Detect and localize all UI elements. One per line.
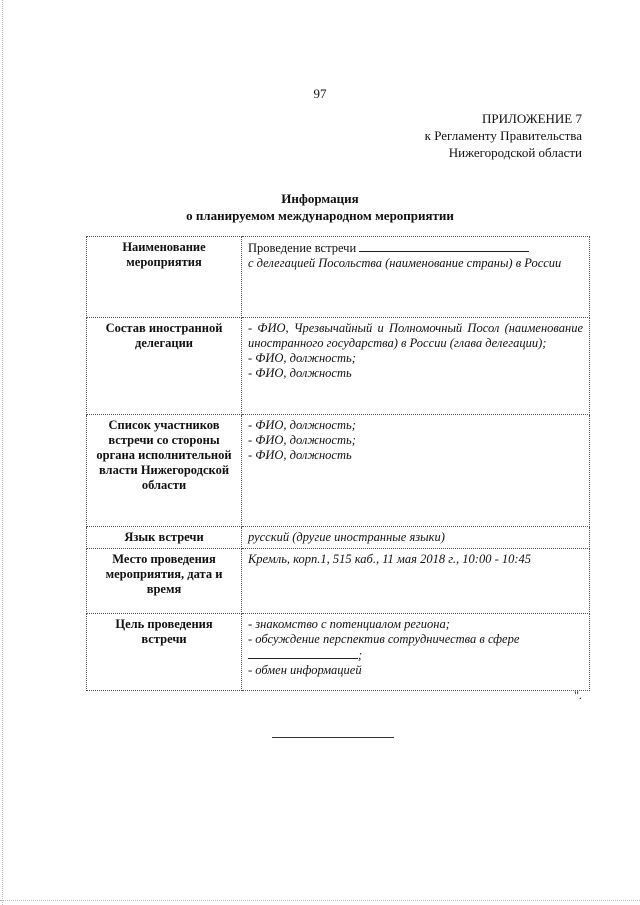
purpose-line <box>248 632 583 663</box>
purpose-line-text: - обсуждение перспектив сотрудничества в сфере <box>248 632 520 646</box>
participants-value <box>242 415 590 527</box>
event-info-table <box>86 236 590 691</box>
table-row-event <box>87 237 590 318</box>
document-title-line2: о планируемом международном мероприятии <box>186 208 454 223</box>
venue-value: Кремль, корп.1, 515 каб., 11 мая 2018 г., 10:00 - 10:45 <box>242 549 590 614</box>
event-blank-line <box>359 240 529 252</box>
appendix-number: ПРИЛОЖЕНИЕ 7 <box>482 111 582 126</box>
document-title-line1: Информация <box>281 191 359 206</box>
event-value-prefix: Проведение встречи <box>248 241 357 255</box>
purpose-line: - обмен информацией <box>248 663 362 677</box>
delegation-line: - ФИО, должность; <box>248 351 356 365</box>
event-value <box>242 237 590 318</box>
delegation-line: - ФИО, должность <box>248 366 352 380</box>
purpose-line-end: ; <box>358 648 363 662</box>
closing-quote: ". <box>574 688 582 702</box>
purpose-blank-line <box>248 647 358 659</box>
table-row-delegation <box>87 318 590 415</box>
appendix-header <box>425 110 582 161</box>
scan-edge-left <box>2 0 3 905</box>
purpose-label: Цель проведения встречи <box>87 614 242 691</box>
purpose-value <box>242 614 590 691</box>
participants-line: - ФИО, должность; <box>248 418 356 432</box>
page-number: 97 <box>313 86 327 101</box>
table-row-purpose <box>87 614 590 691</box>
purpose-line: - знакомство с потенциалом региона; <box>248 617 450 631</box>
event-label: Наименование мероприятия <box>87 237 242 318</box>
participants-label: Список участников встречи со стороны органа исполнительной власти Нижегородской области <box>87 415 242 527</box>
delegation-label: Состав иностранной делегации <box>87 318 242 415</box>
participants-line: - ФИО, должность; <box>248 433 356 447</box>
delegation-line: - ФИО, Чрезвычайный и Полномочный Посол (наименование иностранного государства) в России (глава делегации); <box>248 321 583 350</box>
table-row-participants <box>87 415 590 527</box>
delegation-value <box>242 318 590 415</box>
venue-label: Место проведения мероприятия, дата и время <box>87 549 242 614</box>
scan-edge-bottom <box>0 900 640 901</box>
table-row-venue <box>87 549 590 614</box>
document-title <box>0 190 640 224</box>
end-separator-line <box>272 737 394 738</box>
participants-line: - ФИО, должность <box>248 448 352 462</box>
table-row-language <box>87 527 590 549</box>
appendix-region: Нижегородской области <box>448 145 582 160</box>
language-label: Язык встречи <box>87 527 242 549</box>
appendix-regulation: к Регламенту Правительства <box>424 128 582 143</box>
event-value-rest: с делегацией Посольства (наименование страны) в России <box>248 256 562 270</box>
language-value: русский (другие иностранные языки) <box>242 527 590 549</box>
